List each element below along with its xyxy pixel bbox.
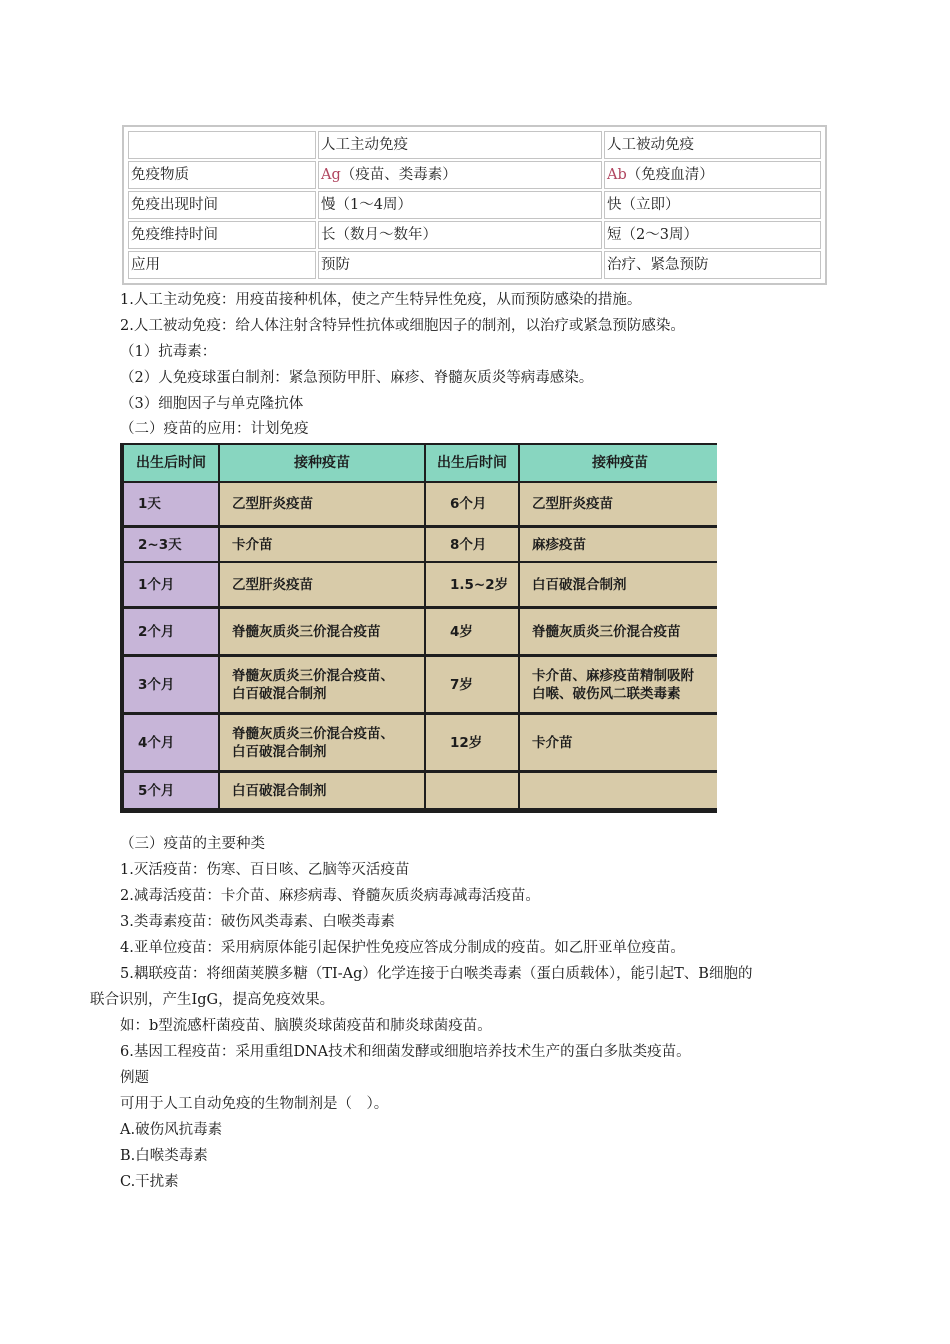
- paragraph-line: 如：b型流感杆菌疫苗、脑膜炎球菌疫苗和肺炎球菌疫苗。: [120, 1018, 492, 1034]
- schedule-vaccine-cell-text: 脊髓灰质炎三价混合疫苗: [532, 623, 681, 640]
- schedule-age-cell-text: 7岁: [450, 676, 473, 693]
- table-row: [128, 221, 821, 249]
- schedule-vaccine-cell-text: 白百破混合制剂: [532, 576, 627, 593]
- schedule-vaccine-cell: [520, 528, 717, 561]
- table-cell: [318, 161, 602, 189]
- table-row-label: 应用: [128, 251, 316, 279]
- schedule-vaccine-cell-text: 白百破混合制剂: [232, 782, 327, 799]
- schedule-vaccine-cell-text: 麻疹疫苗: [532, 536, 586, 553]
- schedule-header-cell-text: 出生后时间: [437, 455, 507, 471]
- antigen-abbr: Ag: [321, 167, 341, 183]
- schedule-age-cell-text: 12岁: [450, 734, 483, 751]
- schedule-age-cell-text: 4岁: [450, 623, 473, 640]
- table-cell: 短（2～3周）: [604, 221, 821, 249]
- table-row-label: 免疫维持时间: [128, 221, 316, 249]
- schedule-vaccine-cell-text: 卡介苗: [532, 734, 573, 751]
- table-row-label: 免疫物质: [128, 161, 316, 189]
- schedule-age-cell: [124, 483, 218, 525]
- schedule-vaccine-cell: [220, 528, 424, 561]
- table-cell: 慢（1～4周）: [318, 191, 602, 219]
- section-heading: （二）疫苗的应用：计划免疫: [120, 421, 309, 437]
- schedule-vaccine-cell: [520, 773, 717, 808]
- schedule-age-cell-text: 6个月: [450, 496, 487, 512]
- schedule-age-cell: [124, 609, 218, 654]
- vaccination-schedule-table: [120, 443, 717, 813]
- answer-option: A.破伤风抗毒素: [120, 1122, 223, 1138]
- schedule-age-cell: [124, 715, 218, 770]
- antibody-abbr: Ab: [607, 167, 627, 183]
- schedule-age-cell: [124, 528, 218, 561]
- schedule-age-cell: [124, 657, 218, 712]
- schedule-age-cell-text: 2个月: [138, 623, 175, 640]
- schedule-age-cell: [426, 528, 518, 561]
- table-cell-text: （疫苗、类毒素）: [340, 167, 457, 183]
- schedule-vaccine-cell-text: 脊髓灰质炎三价混合疫苗、: [232, 725, 394, 742]
- schedule-vaccine-cell-text: 脊髓灰质炎三价混合疫苗、: [232, 667, 394, 684]
- schedule-age-cell-text: 2~3天: [138, 536, 182, 553]
- table-cell: 治疗、紧急预防: [604, 251, 821, 279]
- schedule-age-cell: [426, 773, 518, 808]
- schedule-header-cell: [220, 445, 424, 481]
- table-cell: [604, 161, 821, 189]
- schedule-vaccine-cell: [220, 563, 424, 606]
- schedule-vaccine-cell: [220, 483, 424, 525]
- schedule-age-cell: [426, 483, 518, 525]
- schedule-vaccine-cell: [520, 483, 717, 525]
- schedule-vaccine-cell: [220, 773, 424, 808]
- schedule-vaccine-cell: [220, 657, 424, 712]
- schedule-age-cell: [124, 773, 218, 808]
- table-cell: 快（立即）: [604, 191, 821, 219]
- table-row: [128, 161, 821, 189]
- table-header-cell: 人工被动免疫: [604, 131, 821, 159]
- table-row: [128, 191, 821, 219]
- paragraph-line: （2）人免疫球蛋白制剂：紧急预防甲肝、麻疹、脊髓灰质炎等病毒感染。: [120, 370, 594, 386]
- schedule-age-cell: [426, 563, 518, 606]
- schedule-age-cell: [426, 657, 518, 712]
- section-heading: （三）疫苗的主要种类: [120, 836, 265, 852]
- schedule-vaccine-cell: [520, 609, 717, 654]
- table-cell: 长（数月～数年）: [318, 221, 602, 249]
- schedule-age-cell: [426, 609, 518, 654]
- paragraph-line: （3）细胞因子与单克隆抗体: [120, 396, 304, 412]
- schedule-vaccine-cell: [520, 563, 717, 606]
- schedule-age-cell-text: 4个月: [138, 734, 175, 751]
- schedule-header-cell-text: 出生后时间: [136, 455, 206, 471]
- answer-option: C.干扰素: [120, 1174, 179, 1190]
- schedule-age-cell: [426, 715, 518, 770]
- schedule-vaccine-cell-text: 乙型肝炎疫苗: [532, 496, 613, 512]
- schedule-age-cell-text: 5个月: [138, 782, 175, 799]
- table-cell: 预防: [318, 251, 602, 279]
- schedule-header-cell-text: 接种疫苗: [294, 455, 350, 471]
- schedule-vaccine-cell-text: 脊髓灰质炎三价混合疫苗: [232, 623, 381, 640]
- schedule-age-cell-text: 1个月: [138, 576, 175, 593]
- table-header-cell: [128, 131, 316, 159]
- example-heading: 例题: [120, 1070, 149, 1086]
- table-row: [128, 251, 821, 279]
- schedule-vaccine-cell: [220, 609, 424, 654]
- schedule-vaccine-cell: [520, 657, 717, 712]
- paragraph-line: 4.亚单位疫苗：采用病原体能引起保护性免疫应答成分制成的疫苗。如乙肝亚单位疫苗。: [120, 940, 685, 956]
- schedule-vaccine-cell: [520, 715, 717, 770]
- schedule-vaccine-cell-text: 卡介苗、麻疹疫苗精制吸附: [532, 667, 694, 684]
- schedule-vaccine-cell-text: 白百破混合制剂: [232, 685, 327, 702]
- table-header-cell: 人工主动免疫: [318, 131, 602, 159]
- schedule-vaccine-cell-text: 乙型肝炎疫苗: [232, 496, 313, 512]
- schedule-vaccine-cell-text: 卡介苗: [232, 536, 273, 553]
- schedule-age-cell-text: 1.5~2岁: [450, 576, 509, 593]
- paragraph-line: 6.基因工程疫苗：采用重组DNA技术和细菌发酵或细胞培养技术生产的蛋白多肽类疫苗。: [120, 1044, 691, 1060]
- question-text: 可用于人工自动免疫的生物制剂是（ ）。: [120, 1096, 389, 1112]
- paragraph-line: 2.减毒活疫苗：卡介苗、麻疹病毒、脊髓灰质炎病毒减毒活疫苗。: [120, 888, 540, 904]
- paragraph-line: 1.灭活疫苗：伤寒、百日咳、乙脑等灭活疫苗: [120, 862, 410, 878]
- schedule-vaccine-cell-text: 白喉、破伤风二联类毒素: [532, 685, 681, 702]
- paragraph-line: 联合识别，产生IgG，提高免疫效果。: [90, 992, 335, 1008]
- paragraph-line: 3.类毒素疫苗：破伤风类毒素、白喉类毒素: [120, 914, 395, 930]
- paragraph-line: （1）抗毒素：: [120, 344, 217, 360]
- schedule-age-cell-text: 3个月: [138, 676, 175, 693]
- table-cell-text: （免疫血清）: [626, 167, 714, 183]
- schedule-header-cell-text: 接种疫苗: [592, 455, 648, 471]
- paragraph-line: 1.人工主动免疫：用疫苗接种机体，使之产生特异性免疫，从而预防感染的措施。: [120, 292, 642, 308]
- paragraph-line: 5.耦联疫苗：将细菌荚膜多糖（TI-Ag）化学连接于白喉类毒素（蛋白质载体），能引起T、B细胞的: [120, 966, 753, 982]
- schedule-vaccine-cell-text: 乙型肝炎疫苗: [232, 576, 313, 593]
- schedule-age-cell-text: 8个月: [450, 536, 487, 553]
- schedule-vaccine-cell: [220, 715, 424, 770]
- immunity-comparison-table: [122, 125, 827, 285]
- table-row-label: 免疫出现时间: [128, 191, 316, 219]
- schedule-age-cell: [124, 563, 218, 606]
- schedule-age-cell-text: 1天: [138, 496, 161, 512]
- answer-option: B.白喉类毒素: [120, 1148, 208, 1164]
- schedule-header-cell: [124, 445, 218, 481]
- schedule-vaccine-cell-text: 白百破混合制剂: [232, 743, 327, 760]
- schedule-header-cell: [426, 445, 518, 481]
- paragraph-line: 2.人工被动免疫：给人体注射含特异性抗体或细胞因子的制剂，以治疗或紧急预防感染。: [120, 318, 685, 334]
- table-header-row: [128, 131, 821, 159]
- schedule-header-cell: [520, 445, 717, 481]
